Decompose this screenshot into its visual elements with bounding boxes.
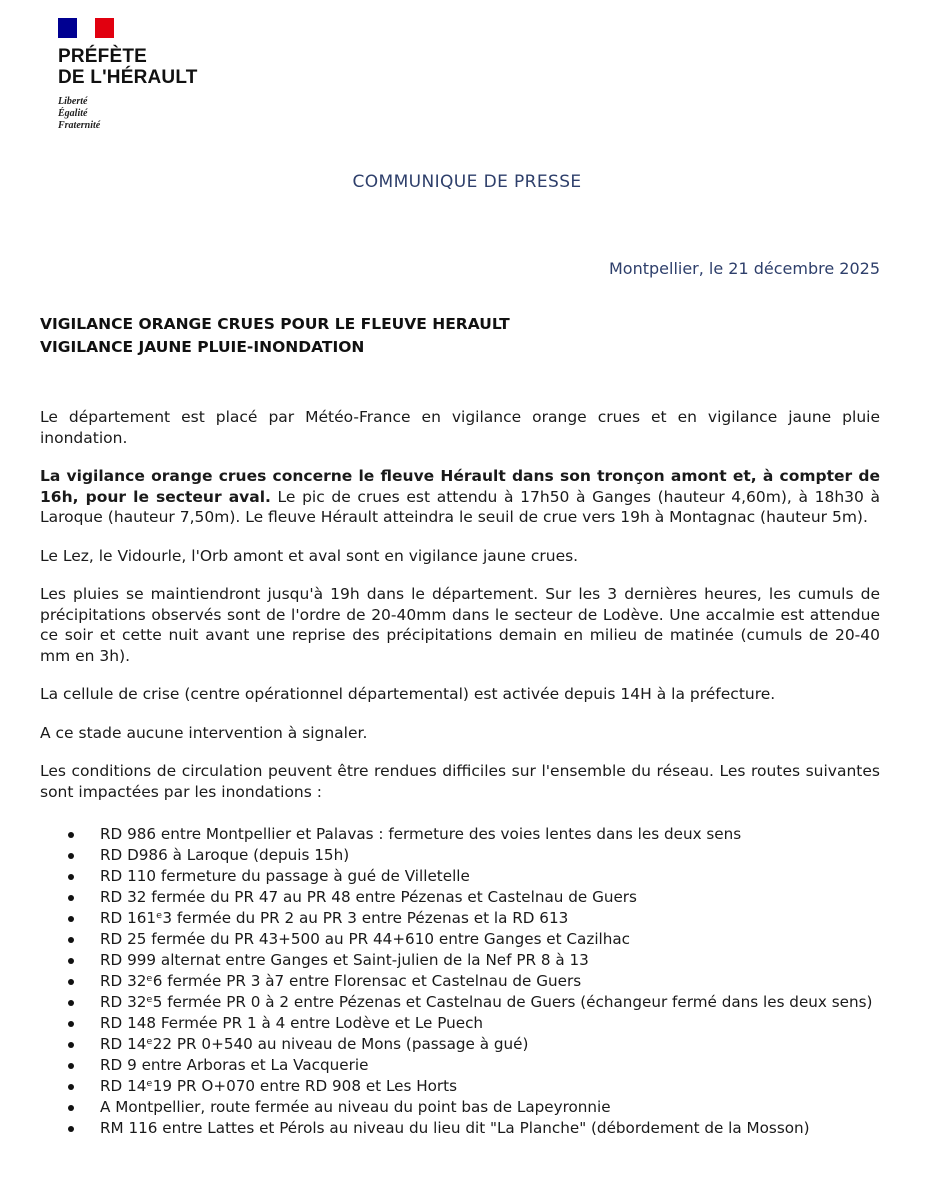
bullet-icon	[68, 874, 74, 880]
route-text: RD 161ᵉ3 fermée du PR 2 au PR 3 entre Pézenas et la RD 613	[100, 909, 569, 927]
bullet-icon	[68, 1084, 74, 1090]
route-text: RD 14ᵉ19 PR O+070 entre RD 908 et Les Horts	[100, 1077, 458, 1095]
bullet-icon	[68, 1063, 74, 1069]
motto-fraternite: Fraternité	[58, 120, 101, 131]
list-item	[40, 992, 880, 1013]
list-item	[40, 1013, 880, 1034]
bullet-icon	[68, 1105, 74, 1111]
route-text: RD 110 fermeture du passage à gué de Villetelle	[100, 867, 470, 885]
list-item	[40, 887, 880, 908]
press-release-body	[40, 407, 880, 1139]
list-item	[40, 971, 880, 992]
route-text: RD 999 alternat entre Ganges et Saint-julien de la Nef PR 8 à 13	[100, 951, 589, 969]
prefecture-line-1: PRÉFÈTE	[58, 46, 148, 67]
list-item	[40, 950, 880, 971]
route-text: RD 32 fermée du PR 47 au PR 48 entre Pézenas et Castelnau de Guers	[100, 888, 637, 906]
bullet-icon	[68, 832, 74, 838]
list-item	[40, 1055, 880, 1076]
bullet-icon	[68, 1042, 74, 1048]
paragraph-interventions: A ce stade aucune intervention à signaler.	[40, 723, 368, 742]
route-text: RD D986 à Laroque (depuis 15h)	[100, 846, 350, 864]
prefecture-name	[58, 46, 198, 88]
headline-orange: VIGILANCE ORANGE CRUES POUR LE FLEUVE HERAULT	[40, 315, 510, 333]
list-item	[40, 824, 880, 845]
bullet-icon	[68, 979, 74, 985]
route-text: A Montpellier, route fermée au niveau du point bas de Lapeyronnie	[100, 1098, 611, 1116]
paragraph-traffic: Les conditions de circulation peuvent être rendues difficiles sur l'ensemble du réseau. Les routes suivantes sont impactées par les inondations :	[40, 762, 880, 801]
paragraph-herault-crues	[40, 466, 880, 528]
bullet-icon	[68, 1021, 74, 1027]
route-text: RD 9 entre Arboras et La Vacquerie	[100, 1056, 369, 1074]
prefecture-logo	[58, 18, 198, 132]
route-text: RD 14ᵉ22 PR 0+540 au niveau de Mons (passage à gué)	[100, 1035, 529, 1053]
french-flag-icon	[58, 18, 114, 38]
route-text: RD 25 fermée du PR 43+500 au PR 44+610 entre Ganges et Cazilhac	[100, 930, 631, 948]
route-text: RD 986 entre Montpellier et Palavas : fermeture des voies lentes dans les deux sens	[100, 825, 742, 843]
bullet-icon	[68, 937, 74, 943]
route-text: RM 116 entre Lattes et Pérols au niveau du lieu dit "La Planche" (débordement de la Mosson)	[100, 1119, 810, 1137]
impacted-roads-list	[40, 824, 880, 1139]
date-line: Montpellier, le 21 décembre 2025	[608, 259, 880, 278]
headline-yellow: VIGILANCE JAUNE PLUIE-INONDATION	[40, 338, 365, 356]
list-item	[40, 929, 880, 950]
bullet-icon	[68, 916, 74, 922]
list-item	[40, 1097, 880, 1118]
prefecture-line-2: DE L'HÉRAULT	[58, 67, 198, 88]
headlines	[40, 313, 510, 359]
paragraph-vigilance: Le département est placé par Météo-France en vigilance orange crues et en vigilance jaune pluie inondation.	[40, 408, 880, 447]
bullet-icon	[68, 1000, 74, 1006]
list-item	[40, 908, 880, 929]
list-item	[40, 1076, 880, 1097]
paragraph-other-rivers: Le Lez, le Vidourle, l'Orb amont et aval sont en vigilance jaune crues.	[40, 546, 579, 565]
bullet-icon	[68, 1126, 74, 1132]
list-item	[40, 1034, 880, 1055]
route-text: RD 32ᵉ6 fermée PR 3 à7 entre Florensac et Castelnau de Guers	[100, 972, 582, 990]
document-type-title: COMMUNIQUE DE PRESSE	[352, 172, 582, 192]
bullet-icon	[68, 958, 74, 964]
list-item	[40, 1118, 880, 1139]
paragraph-herault-rest: Le pic de crues est attendu à 17h50 à Ganges (hauteur 4,60m), à 18h30 à Laroque (hauteur 7,50m). Le fleuve Hérault atteindra le seuil de crue vers 19h à Montagnac (hauteur 5m).	[40, 487, 880, 526]
paragraph-herault-bold: La vigilance orange crues concerne le fleuve Hérault dans son tronçon amont et, à compter de 16h, pour le secteur aval.	[40, 467, 880, 506]
paragraph-crisis-cell: La cellule de crise (centre opérationnel départemental) est activée depuis 14H à la préfecture.	[40, 685, 776, 703]
route-text: RD 148 Fermée PR 1 à 4 entre Lodève et Le Puech	[100, 1014, 484, 1032]
bullet-icon	[68, 853, 74, 859]
republic-motto	[58, 96, 198, 132]
paragraph-rainfall: Les pluies se maintiendront jusqu'à 19h dans le département. Sur les 3 dernières heures, les cumuls de précipitations observés sont de l'ordre de 20-40mm dans le secteur de Lodève. Une accalmie est attendue ce soir et cette nuit avant une reprise des précipitations demain en milieu de matinée (cumuls de 20-40 mm en 3h).	[40, 585, 880, 665]
list-item	[40, 866, 880, 887]
list-item	[40, 845, 880, 866]
motto-liberte: Liberté	[58, 96, 88, 107]
bullet-icon	[68, 895, 74, 901]
route-text: RD 32ᵉ5 fermée PR 0 à 2 entre Pézenas et Castelnau de Guers (échangeur fermé dans les deux sens)	[100, 993, 873, 1011]
motto-egalite: Égalité	[58, 108, 88, 119]
